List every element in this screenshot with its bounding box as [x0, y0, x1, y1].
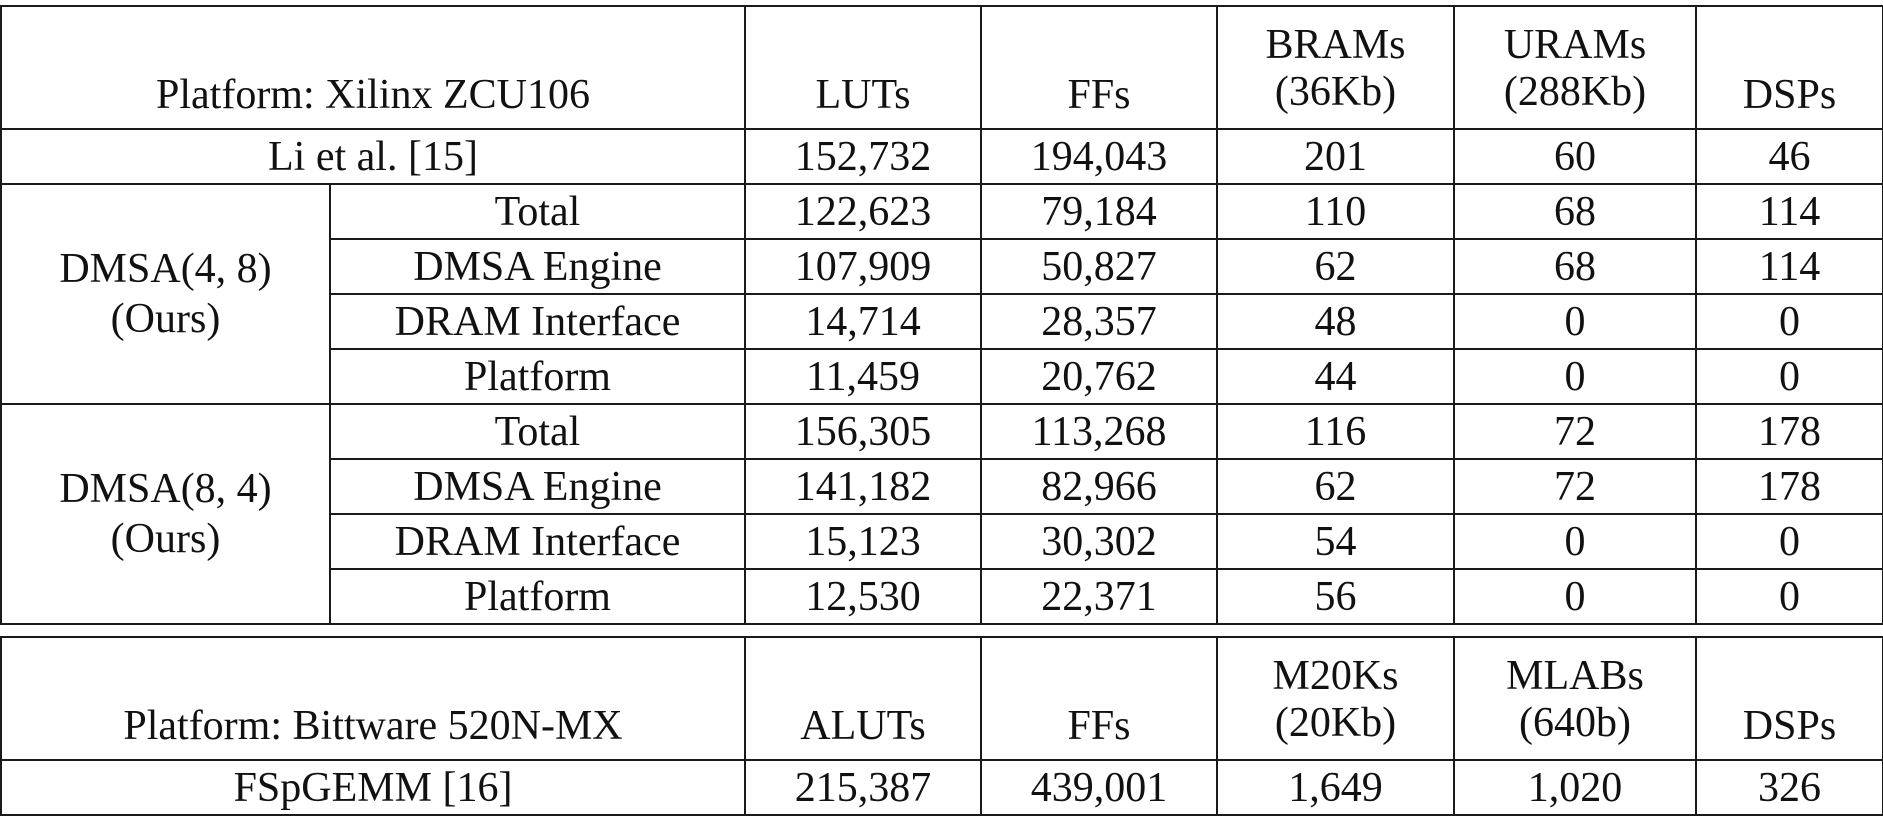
bittware-resource-table [0, 636, 1883, 816]
ffs-header: FFs [981, 637, 1217, 760]
table-row [1, 760, 1883, 815]
ffs-cell: 79,184 [981, 184, 1217, 239]
row-label: DRAM Interface [330, 294, 745, 349]
dsps-header: DSPs [1696, 6, 1883, 129]
brams-cell: 44 [1217, 349, 1454, 404]
urams-cell: 68 [1454, 239, 1696, 294]
luts-cell: 107,909 [745, 239, 981, 294]
luts-cell: 12,530 [745, 569, 981, 624]
brams-cell: 116 [1217, 404, 1454, 459]
urams-cell: 0 [1454, 294, 1696, 349]
xilinx-resource-table [0, 5, 1883, 625]
urams-cell: 0 [1454, 514, 1696, 569]
urams-cell: 0 [1454, 569, 1696, 624]
group-label: DMSA(4, 8) (Ours) [1, 184, 330, 404]
mlabs-cell: 1,020 [1454, 760, 1696, 815]
row-label: Li et al. [15] [1, 129, 745, 184]
luts-cell: 122,623 [745, 184, 981, 239]
ffs-cell: 30,302 [981, 514, 1217, 569]
mlabs-header: MLABs (640b) [1454, 637, 1696, 760]
row-label: Total [330, 184, 745, 239]
ffs-header: FFs [981, 6, 1217, 129]
row-label: Total [330, 404, 745, 459]
urams-cell: 68 [1454, 184, 1696, 239]
table-row [1, 184, 1883, 239]
m20ks-header: M20Ks (20Kb) [1217, 637, 1454, 760]
dsps-cell: 0 [1696, 514, 1883, 569]
dsps-cell: 178 [1696, 459, 1883, 514]
ffs-cell: 22,371 [981, 569, 1217, 624]
luts-cell: 15,123 [745, 514, 981, 569]
header-row [1, 6, 1883, 129]
platform-header: Platform: Xilinx ZCU106 [1, 6, 745, 129]
row-label: Platform [330, 569, 745, 624]
brams-header: BRAMs (36Kb) [1217, 6, 1454, 129]
ffs-cell: 113,268 [981, 404, 1217, 459]
brams-cell: 62 [1217, 459, 1454, 514]
luts-cell: 152,732 [745, 129, 981, 184]
aluts-cell: 215,387 [745, 760, 981, 815]
dsps-header: DSPs [1696, 637, 1883, 760]
urams-cell: 60 [1454, 129, 1696, 184]
luts-cell: 141,182 [745, 459, 981, 514]
brams-cell: 48 [1217, 294, 1454, 349]
row-label: FSpGEMM [16] [1, 760, 745, 815]
dsps-cell: 0 [1696, 569, 1883, 624]
ffs-cell: 194,043 [981, 129, 1217, 184]
luts-cell: 11,459 [745, 349, 981, 404]
brams-cell: 54 [1217, 514, 1454, 569]
row-label: DMSA Engine [330, 459, 745, 514]
dsps-cell: 114 [1696, 239, 1883, 294]
aluts-header: ALUTs [745, 637, 981, 760]
table-row [1, 129, 1883, 184]
group-label: DMSA(8, 4) (Ours) [1, 404, 330, 624]
dsps-cell: 114 [1696, 184, 1883, 239]
urams-cell: 72 [1454, 404, 1696, 459]
platform-header: Platform: Bittware 520N-MX [1, 637, 745, 760]
luts-header: LUTs [745, 6, 981, 129]
row-label: DRAM Interface [330, 514, 745, 569]
dsps-cell: 0 [1696, 294, 1883, 349]
ffs-cell: 439,001 [981, 760, 1217, 815]
dsps-cell: 46 [1696, 129, 1883, 184]
ffs-cell: 28,357 [981, 294, 1217, 349]
row-label: DMSA Engine [330, 239, 745, 294]
dsps-cell: 0 [1696, 349, 1883, 404]
ffs-cell: 82,966 [981, 459, 1217, 514]
dsps-cell: 326 [1696, 760, 1883, 815]
row-label: Platform [330, 349, 745, 404]
luts-cell: 14,714 [745, 294, 981, 349]
urams-header: URAMs (288Kb) [1454, 6, 1696, 129]
ffs-cell: 50,827 [981, 239, 1217, 294]
urams-cell: 72 [1454, 459, 1696, 514]
m20ks-cell: 1,649 [1217, 760, 1454, 815]
table-row [1, 404, 1883, 459]
brams-cell: 56 [1217, 569, 1454, 624]
urams-cell: 0 [1454, 349, 1696, 404]
header-row [1, 637, 1883, 760]
brams-cell: 201 [1217, 129, 1454, 184]
dsps-cell: 178 [1696, 404, 1883, 459]
brams-cell: 110 [1217, 184, 1454, 239]
luts-cell: 156,305 [745, 404, 981, 459]
ffs-cell: 20,762 [981, 349, 1217, 404]
brams-cell: 62 [1217, 239, 1454, 294]
